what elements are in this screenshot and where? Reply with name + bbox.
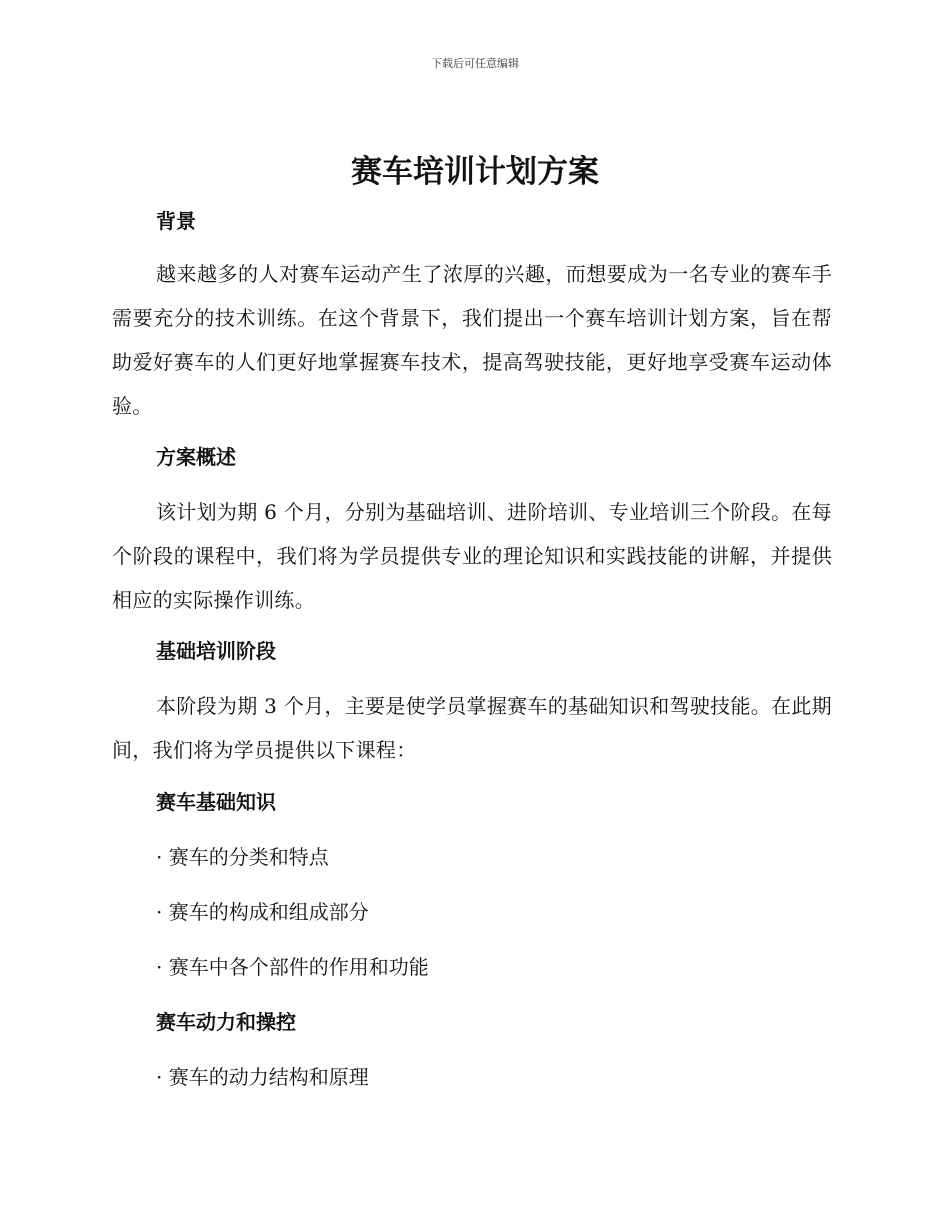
- section-basics-knowledge-heading: [112, 788, 832, 816]
- header-note: 下载后可任意编辑: [431, 57, 519, 70]
- heading-power-control: 赛车动力和操控: [156, 1010, 296, 1034]
- heading-overview: 方案概述: [156, 445, 236, 469]
- bullet-item: · 赛车的动力结构和原理: [156, 1065, 369, 1089]
- list-item: [112, 1063, 832, 1091]
- section-basic-heading: [112, 637, 832, 665]
- section-background-heading: [112, 207, 832, 235]
- section-overview-body: [112, 490, 832, 622]
- list-item: [112, 953, 832, 981]
- section-power-control-heading: [112, 1008, 832, 1036]
- section-overview-heading: [112, 443, 832, 471]
- list-item: [112, 843, 832, 871]
- bullet-item: · 赛车中各个部件的作用和功能: [156, 955, 429, 979]
- bullet-item: · 赛车的分类和特点: [156, 845, 329, 869]
- paragraph-background: 越来越多的人对赛车运动产生了浓厚的兴趣，而想要成为一名专业的赛车手需要充分的技术训练。在这个背景下，我们提出一个赛车培训计划方案，旨在帮助爱好赛车的人们更好地掌握赛车技术，提高驾驶技能，更好地享受赛车运动体验。: [112, 262, 832, 418]
- heading-basic-stage: 基础培训阶段: [156, 639, 276, 663]
- heading-basics-knowledge: 赛车基础知识: [156, 790, 276, 814]
- paragraph-overview: 该计划为期 6 个月，分别为基础培训、进阶培训、专业培训三个阶段。在每个阶段的课程中，我们将为学员提供专业的理论知识和实践技能的讲解，并提供相应的实际操作训练。: [112, 500, 832, 612]
- bullet-item: · 赛车的构成和组成部分: [156, 900, 369, 924]
- section-basic-body: [112, 684, 832, 772]
- section-background-body: [112, 252, 832, 428]
- document-title: 赛车培训计划方案: [351, 154, 599, 190]
- list-item: [112, 898, 832, 926]
- paragraph-basic-stage: 本阶段为期 3 个月，主要是使学员掌握赛车的基础知识和驾驶技能。在此期间，我们将为学员提供以下课程：: [112, 694, 832, 762]
- heading-background: 背景: [156, 209, 196, 233]
